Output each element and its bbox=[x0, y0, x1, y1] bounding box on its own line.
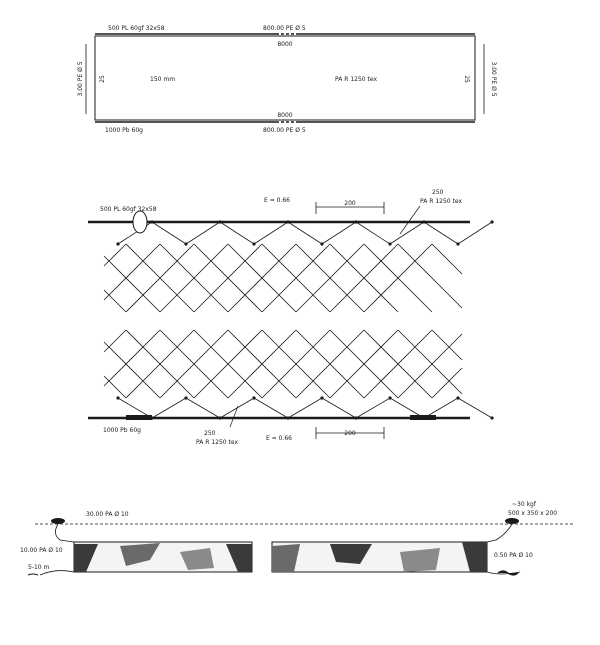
mesh-knot bbox=[116, 242, 119, 245]
end-line-left-label: 3.00 PE Ø 5 bbox=[77, 61, 84, 97]
mesh-knot bbox=[388, 242, 391, 245]
leader-line bbox=[230, 406, 238, 427]
mesh-twine bbox=[398, 330, 462, 394]
mesh-knot bbox=[286, 220, 289, 223]
mesh-twine bbox=[104, 244, 126, 266]
mesh-knot bbox=[184, 396, 187, 399]
leader-line bbox=[400, 206, 420, 234]
mesh-knot bbox=[490, 220, 493, 223]
detail-float-spec-label: 500 PL 60gf 32x58 bbox=[100, 206, 157, 213]
mesh-knot bbox=[184, 242, 187, 245]
mesh-knot bbox=[490, 416, 493, 419]
footrope-spec-label: 800.00 PE Ø 5 bbox=[263, 127, 306, 134]
mesh-knot bbox=[252, 396, 255, 399]
mesh-twine bbox=[432, 244, 462, 274]
mesh-twine bbox=[152, 222, 186, 244]
mesh-twine bbox=[254, 398, 288, 418]
sinker-spec-label: 1000 Pb 60g bbox=[105, 127, 143, 134]
mesh-knot bbox=[456, 242, 459, 245]
meshes-top-label: 8000 bbox=[277, 41, 293, 48]
buoy-left-icon bbox=[51, 518, 65, 524]
mesh-knot bbox=[320, 396, 323, 399]
anchor-weight-label: ~30 kgf bbox=[512, 501, 536, 508]
mesh-twine bbox=[220, 222, 254, 244]
anchor-line-label: 0.50 PA Ø 10 bbox=[494, 552, 533, 559]
edge-meshes-right-label: 25 bbox=[463, 75, 470, 83]
mesh-twine bbox=[104, 376, 126, 398]
dimension-top-label: 200 bbox=[344, 200, 356, 207]
mesh-knot bbox=[456, 396, 459, 399]
mesh-twine bbox=[152, 398, 186, 418]
buoy-line-right bbox=[487, 524, 512, 542]
mesh-twine bbox=[186, 222, 220, 244]
mesh-twine bbox=[288, 222, 322, 244]
mesh-twine bbox=[104, 256, 160, 312]
sinker-right-icon bbox=[410, 415, 436, 420]
sinker-left-icon bbox=[126, 415, 152, 420]
net-panel-right bbox=[272, 542, 487, 572]
mesh-twine bbox=[322, 222, 356, 244]
mesh-twine bbox=[432, 330, 462, 360]
anchor-spec-label: 500 x 350 x 200 bbox=[508, 510, 558, 517]
seabed-mark bbox=[28, 574, 38, 575]
mesh-size-label: 150 mm bbox=[150, 76, 176, 83]
bridle-left bbox=[40, 571, 74, 575]
mesh-twine bbox=[390, 222, 424, 244]
mesh-count-right-label: 250 bbox=[432, 189, 444, 196]
hanging-ratio-bottom-label: E = 0.66 bbox=[266, 435, 292, 442]
mesh-knot bbox=[388, 396, 391, 399]
mesh-twine bbox=[322, 398, 356, 418]
mesh-knot bbox=[218, 416, 221, 419]
dimension-bottom-label: 200 bbox=[344, 430, 356, 437]
netting-bottom-label: PA R 1250 tex bbox=[196, 439, 238, 446]
mesh-twine bbox=[458, 222, 492, 244]
headline-spec-label: 800.00 PE Ø 5 bbox=[263, 25, 306, 32]
mesh-twine bbox=[458, 398, 492, 418]
netting-material-label: PA R 1250 tex bbox=[335, 76, 377, 83]
depth-label: 5-10 m bbox=[28, 564, 50, 571]
net-plan-view bbox=[77, 25, 497, 134]
mesh-twine bbox=[104, 290, 126, 312]
mesh-knot bbox=[320, 242, 323, 245]
mesh-twine bbox=[288, 398, 322, 418]
mesh-knot bbox=[252, 242, 255, 245]
mesh-twine bbox=[254, 222, 288, 244]
edge-meshes-left-label: 25 bbox=[99, 75, 106, 83]
mesh-twine bbox=[356, 222, 390, 244]
mesh-twine bbox=[104, 342, 160, 398]
rig-profile-view bbox=[20, 501, 575, 575]
mesh-twine bbox=[356, 398, 390, 418]
detail-sinker-spec-label: 1000 Pb 60g bbox=[103, 427, 141, 434]
mesh-knot bbox=[422, 220, 425, 223]
buoy-line-label: 30.00 PA Ø 10 bbox=[86, 511, 129, 518]
net-panel-left bbox=[74, 542, 252, 572]
netting-meshes bbox=[104, 220, 494, 419]
mesh-twine bbox=[432, 368, 462, 398]
mesh-knot bbox=[218, 220, 221, 223]
mesh-twine bbox=[398, 334, 462, 398]
mesh-knot bbox=[116, 396, 119, 399]
float-spec-label: 500 PL 60gf 32x58 bbox=[108, 25, 165, 32]
anchor-icon bbox=[498, 571, 518, 575]
buoy-right-icon bbox=[505, 518, 519, 524]
bridle-label: 10.00 PA Ø 10 bbox=[20, 547, 63, 554]
hanging-ratio-top-label: E = 0.66 bbox=[264, 197, 290, 204]
netting-right-label: PA R 1250 tex bbox=[420, 198, 462, 205]
mesh-detail-view bbox=[88, 189, 494, 446]
mesh-knot bbox=[286, 416, 289, 419]
mesh-count-bottom-label: 250 bbox=[204, 430, 216, 437]
mesh-twine bbox=[398, 244, 462, 308]
mesh-twine bbox=[186, 398, 220, 418]
end-line-right-label: 3.00 PE Ø 5 bbox=[490, 61, 497, 97]
mesh-twine bbox=[104, 330, 160, 386]
float-icon bbox=[133, 211, 147, 233]
mesh-twine bbox=[104, 244, 160, 300]
mesh-twine bbox=[104, 330, 126, 352]
mesh-twine bbox=[424, 222, 458, 244]
mesh-knot bbox=[354, 220, 357, 223]
mesh-knot bbox=[150, 220, 153, 223]
buoy-line-left bbox=[55, 524, 74, 542]
meshes-bottom-label: 8000 bbox=[277, 112, 293, 119]
mesh-knot bbox=[354, 416, 357, 419]
